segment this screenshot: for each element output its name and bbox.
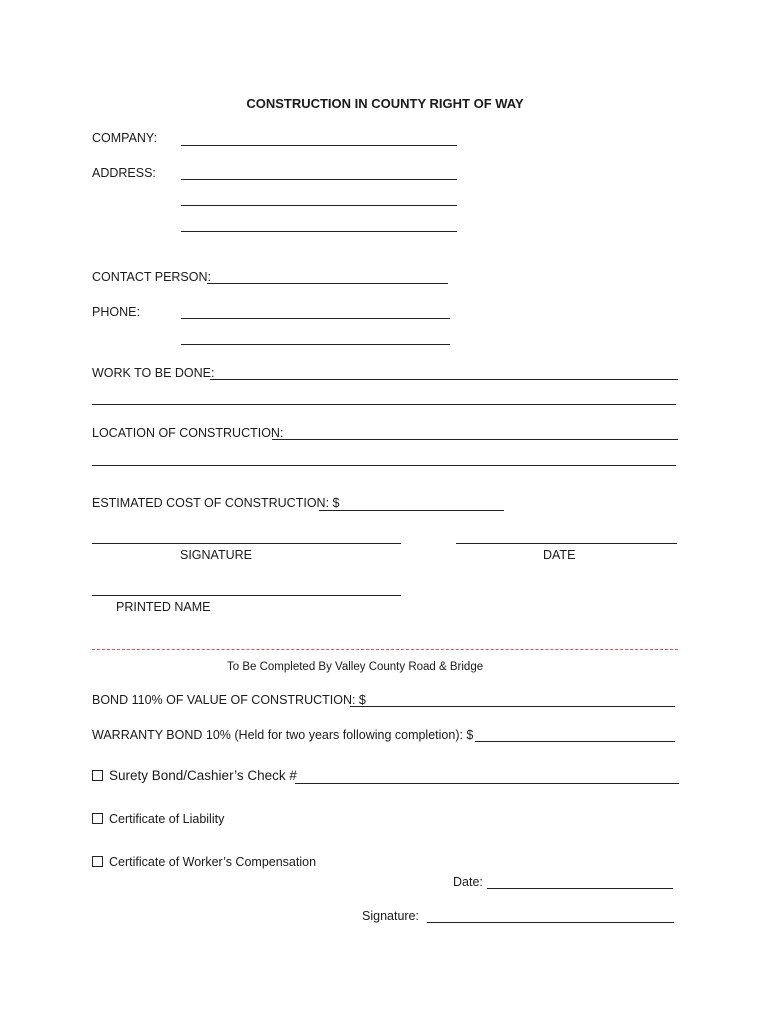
address-field-line-2[interactable] xyxy=(181,205,457,206)
estimated-cost-label: ESTIMATED COST OF CONSTRUCTION: $ xyxy=(92,496,340,510)
office-use-divider xyxy=(92,649,678,650)
estimated-cost-field[interactable] xyxy=(319,510,504,511)
location-label: LOCATION OF CONSTRUCTION: xyxy=(92,426,284,440)
location-field-line-2[interactable] xyxy=(92,465,676,466)
warranty-bond-field[interactable] xyxy=(475,741,675,742)
surety-check-number-field[interactable] xyxy=(295,783,679,784)
company-field[interactable] xyxy=(181,145,457,146)
warranty-bond-label: WARRANTY BOND 10% (Held for two years following completion): $ xyxy=(92,728,474,742)
form-title: CONSTRUCTION IN COUNTY RIGHT OF WAY xyxy=(246,96,524,111)
office-signature-label: Signature: xyxy=(362,909,419,923)
signature-caption: SIGNATURE xyxy=(180,548,252,562)
office-date-field[interactable] xyxy=(487,888,673,889)
office-use-heading: To Be Completed By Valley County Road & Bridge xyxy=(227,661,484,673)
bond-label: BOND 110% OF VALUE OF CONSTRUCTION: $ xyxy=(92,693,366,707)
signature-field[interactable] xyxy=(92,543,401,544)
phone-field-line-1[interactable] xyxy=(181,318,450,319)
work-to-be-done-label: WORK TO BE DONE: xyxy=(92,366,215,380)
surety-label: Surety Bond/Cashier’s Check # xyxy=(109,768,297,783)
location-field-line-1[interactable] xyxy=(272,439,678,440)
checkbox-icon[interactable] xyxy=(92,856,103,867)
contact-person-label: CONTACT PERSON: xyxy=(92,270,211,284)
checkbox-icon[interactable] xyxy=(92,770,103,781)
address-field-line-1[interactable] xyxy=(181,179,457,180)
checkbox-icon[interactable] xyxy=(92,813,103,824)
printed-name-caption: PRINTED NAME xyxy=(116,600,211,614)
surety-option[interactable] xyxy=(92,768,297,783)
phone-label: PHONE: xyxy=(92,305,140,319)
address-label: ADDRESS: xyxy=(92,166,156,180)
bond-field[interactable] xyxy=(350,706,675,707)
date-field[interactable] xyxy=(456,543,677,544)
workers-comp-option[interactable] xyxy=(92,855,316,869)
address-field-line-3[interactable] xyxy=(181,231,457,232)
company-label: COMPANY: xyxy=(92,131,158,145)
phone-field-line-2[interactable] xyxy=(181,344,450,345)
date-caption: DATE xyxy=(543,548,576,562)
liability-label: Certificate of Liability xyxy=(109,812,225,826)
work-to-be-done-field-line-1[interactable] xyxy=(210,379,678,380)
liability-option[interactable] xyxy=(92,812,224,826)
contact-person-field[interactable] xyxy=(207,283,448,284)
office-date-label: Date: xyxy=(453,875,483,889)
printed-name-field[interactable] xyxy=(92,595,401,596)
office-signature-field[interactable] xyxy=(427,922,674,923)
work-to-be-done-field-line-2[interactable] xyxy=(92,404,676,405)
workers-comp-label: Certificate of Worker’s Compensation xyxy=(109,855,317,869)
